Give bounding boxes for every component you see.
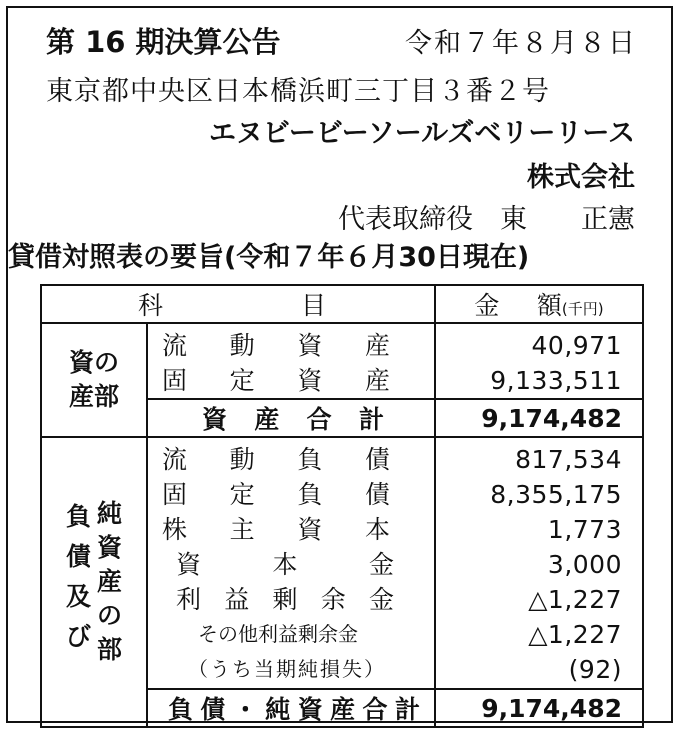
liabilities-total-label: 負 債 ・ 純 資 産 合 計 — [147, 689, 435, 727]
table-header-row — [41, 285, 643, 323]
amount-value: △1,227 — [528, 620, 622, 649]
assets-item-labels — [147, 323, 435, 399]
amount-value: 8,355,175 — [490, 480, 622, 509]
liabilities-section-label: 負 債 及 び 純 資 産 の 部 — [41, 437, 147, 727]
amount-header — [435, 285, 643, 323]
company-address: 東京都中央区日本橋浜町三丁目３番２号 — [46, 76, 550, 107]
amount-header-char: 額 — [536, 291, 562, 320]
list-item: 利 益 剰 余 金 — [176, 585, 394, 614]
assets-item-amounts — [435, 323, 643, 399]
list-item: 株 主 資 本 — [162, 515, 390, 544]
company-type: 株式会社 — [527, 162, 635, 193]
list-item: 資 本 金 — [176, 550, 394, 579]
list-item: （うち当期純損失） — [188, 657, 386, 681]
subject-header-char: 科 — [138, 291, 164, 320]
subject-header-char: 目 — [300, 291, 326, 320]
notice-title: 第 16 期決算公告 — [46, 25, 281, 59]
list-item: 流 動 資 産 — [162, 331, 390, 360]
assets-section-line: 産部 — [68, 382, 119, 411]
representative: 代表取締役 東 正憲 — [338, 204, 635, 235]
company-name: エヌビービーソールズベリーリース — [208, 118, 635, 149]
liabilities-items-row — [41, 437, 643, 689]
amount-value: 40,971 — [531, 331, 622, 360]
list-item: その他利益剰余金 — [198, 622, 358, 646]
amount-value: 9,133,511 — [490, 366, 622, 395]
amount-value: (92) — [568, 655, 622, 684]
amount-header-char: 金 — [474, 291, 500, 320]
assets-section-label — [41, 323, 147, 437]
balance-sheet-table — [40, 284, 644, 728]
assets-items-row — [41, 323, 643, 399]
liabilities-item-labels — [147, 437, 435, 689]
amount-unit: (千円) — [561, 300, 604, 318]
list-item: 固 定 負 債 — [162, 480, 390, 509]
subject-header — [41, 285, 435, 323]
amount-value: 817,534 — [515, 445, 622, 474]
list-item: 流 動 負 債 — [162, 445, 390, 474]
assets-total-amount: 9,174,482 — [435, 399, 643, 437]
publication-date: 令和７年８月８日 — [405, 28, 637, 59]
list-item: 固 定 資 産 — [162, 366, 390, 395]
amount-value: 3,000 — [547, 550, 622, 579]
liabilities-item-amounts — [435, 437, 643, 689]
liabilities-total-amount: 9,174,482 — [435, 689, 643, 727]
balance-sheet-heading: 貸借対照表の要旨(令和７年６月30日現在) — [8, 242, 530, 273]
amount-value: △1,227 — [528, 585, 622, 614]
amount-value: 1,773 — [547, 515, 622, 544]
assets-section-line: 資の — [68, 348, 119, 377]
assets-total-label: 資 産 合 計 — [147, 399, 435, 437]
